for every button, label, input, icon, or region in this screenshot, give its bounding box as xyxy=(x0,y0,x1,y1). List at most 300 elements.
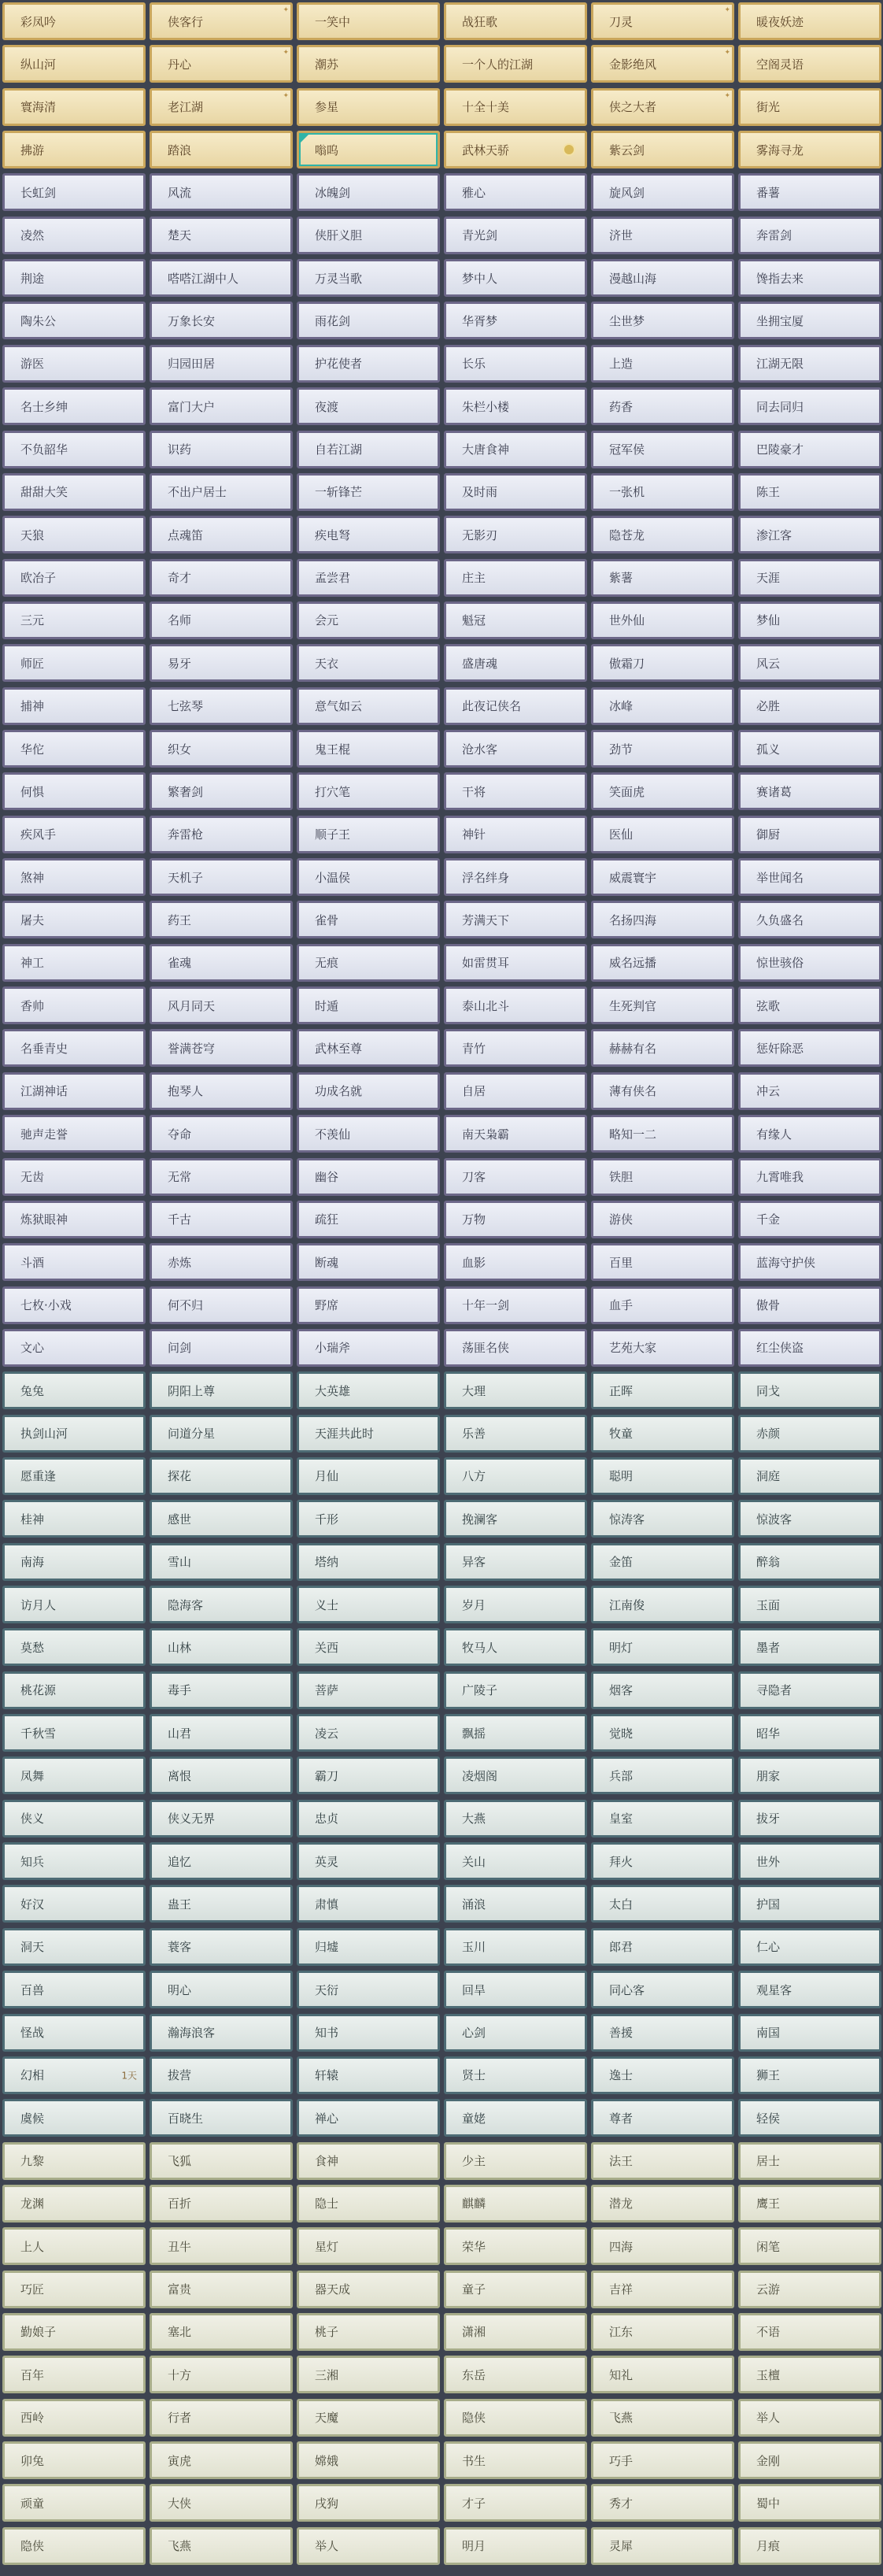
title-card[interactable] xyxy=(738,1671,881,1709)
title-card[interactable] xyxy=(591,1029,734,1067)
title-card[interactable] xyxy=(150,1029,293,1067)
title-card[interactable] xyxy=(444,1072,587,1110)
title-card[interactable] xyxy=(444,345,587,383)
title-card[interactable] xyxy=(2,88,146,126)
title-card[interactable] xyxy=(297,2142,440,2180)
title-card[interactable] xyxy=(150,901,293,938)
title-card[interactable] xyxy=(297,687,440,725)
title-card[interactable] xyxy=(444,259,587,297)
title-card[interactable] xyxy=(591,2484,734,2522)
title-card[interactable] xyxy=(591,730,734,768)
title-card[interactable] xyxy=(591,1457,734,1495)
title-card[interactable] xyxy=(2,559,146,597)
title-card[interactable] xyxy=(150,601,293,639)
title-card[interactable] xyxy=(297,2099,440,2137)
title-card[interactable] xyxy=(297,1756,440,1794)
title-card[interactable] xyxy=(444,131,587,168)
title-card[interactable] xyxy=(444,1500,587,1538)
title-card[interactable] xyxy=(444,559,587,597)
title-card[interactable] xyxy=(2,1800,146,1838)
title-card[interactable] xyxy=(444,2399,587,2437)
title-card[interactable] xyxy=(2,1158,146,1196)
title-card[interactable] xyxy=(444,1243,587,1281)
title-card[interactable] xyxy=(297,345,440,383)
title-card[interactable] xyxy=(738,901,881,938)
title-card[interactable] xyxy=(297,858,440,896)
title-card[interactable] xyxy=(444,772,587,810)
title-card[interactable] xyxy=(591,772,734,810)
title-card[interactable] xyxy=(297,772,440,810)
title-card[interactable] xyxy=(2,2313,146,2351)
title-card[interactable] xyxy=(444,2227,587,2265)
title-card[interactable] xyxy=(738,1928,881,1966)
title-card[interactable] xyxy=(444,2,587,40)
title-card[interactable] xyxy=(150,387,293,425)
title-card[interactable] xyxy=(150,1714,293,1752)
title-card[interactable] xyxy=(444,217,587,254)
title-card[interactable] xyxy=(150,217,293,254)
title-card[interactable] xyxy=(738,2441,881,2479)
title-card[interactable] xyxy=(591,986,734,1024)
title-card[interactable] xyxy=(738,2227,881,2265)
title-card[interactable] xyxy=(150,1072,293,1110)
title-card[interactable] xyxy=(591,1628,734,1666)
title-card[interactable] xyxy=(591,45,734,83)
title-card[interactable] xyxy=(738,858,881,896)
title-card[interactable] xyxy=(2,1756,146,1794)
title-card[interactable] xyxy=(738,131,881,168)
title-card[interactable] xyxy=(297,1971,440,2008)
title-card[interactable] xyxy=(738,387,881,425)
title-card[interactable] xyxy=(444,516,587,553)
title-card[interactable] xyxy=(738,345,881,383)
title-card[interactable] xyxy=(591,2185,734,2223)
title-card[interactable] xyxy=(591,1243,734,1281)
title-card[interactable] xyxy=(150,1543,293,1581)
title-card[interactable] xyxy=(297,730,440,768)
title-card[interactable] xyxy=(738,1457,881,1495)
title-card[interactable] xyxy=(2,2441,146,2479)
title-card[interactable] xyxy=(444,2313,587,2351)
title-card[interactable] xyxy=(738,2056,881,2094)
title-card[interactable] xyxy=(738,2399,881,2437)
title-card[interactable] xyxy=(591,559,734,597)
title-card[interactable] xyxy=(2,1628,146,1666)
title-card[interactable] xyxy=(2,2014,146,2052)
title-card[interactable] xyxy=(150,944,293,982)
title-card[interactable] xyxy=(2,1243,146,1281)
title-card[interactable] xyxy=(2,131,146,168)
title-card[interactable] xyxy=(738,2142,881,2180)
title-card[interactable] xyxy=(297,45,440,83)
title-card[interactable] xyxy=(591,2356,734,2393)
title-card[interactable] xyxy=(444,2056,587,2094)
title-card[interactable] xyxy=(444,2484,587,2522)
title-card[interactable] xyxy=(2,1072,146,1110)
title-card[interactable] xyxy=(738,1543,881,1581)
title-card[interactable] xyxy=(297,1800,440,1838)
title-card[interactable] xyxy=(2,1415,146,1453)
title-card[interactable] xyxy=(738,2,881,40)
title-card[interactable] xyxy=(738,302,881,339)
title-card[interactable] xyxy=(738,473,881,511)
title-card[interactable] xyxy=(738,45,881,83)
title-card[interactable] xyxy=(738,1842,881,1880)
title-card[interactable] xyxy=(297,302,440,339)
title-card[interactable] xyxy=(591,1286,734,1324)
title-card[interactable] xyxy=(591,2,734,40)
title-card[interactable] xyxy=(738,1158,881,1196)
title-card[interactable] xyxy=(297,473,440,511)
title-card[interactable] xyxy=(738,1115,881,1153)
title-card[interactable] xyxy=(444,858,587,896)
title-card[interactable] xyxy=(150,431,293,468)
title-card[interactable] xyxy=(2,1971,146,2008)
title-card[interactable] xyxy=(738,173,881,211)
title-card[interactable] xyxy=(444,730,587,768)
title-card[interactable] xyxy=(591,173,734,211)
title-card[interactable] xyxy=(2,2099,146,2137)
title-card[interactable] xyxy=(444,1628,587,1666)
title-card[interactable] xyxy=(444,1543,587,1581)
title-card[interactable] xyxy=(591,1415,734,1453)
title-card[interactable] xyxy=(150,516,293,553)
title-card[interactable] xyxy=(738,1243,881,1281)
title-card[interactable] xyxy=(150,473,293,511)
title-card[interactable] xyxy=(444,1029,587,1067)
title-card[interactable] xyxy=(444,644,587,682)
title-card[interactable] xyxy=(738,2014,881,2052)
title-card[interactable] xyxy=(2,2056,146,2094)
title-card[interactable] xyxy=(738,944,881,982)
title-card[interactable] xyxy=(297,2227,440,2265)
title-card[interactable] xyxy=(2,2399,146,2437)
title-card[interactable] xyxy=(738,259,881,297)
title-card[interactable] xyxy=(297,1842,440,1880)
title-card[interactable] xyxy=(738,2356,881,2393)
title-card[interactable] xyxy=(150,687,293,725)
title-card[interactable] xyxy=(591,1371,734,1409)
title-card[interactable] xyxy=(591,2142,734,2180)
title-card[interactable] xyxy=(2,944,146,982)
title-card[interactable] xyxy=(297,2056,440,2094)
title-card[interactable] xyxy=(591,1586,734,1623)
title-card[interactable] xyxy=(297,2271,440,2308)
title-card[interactable] xyxy=(297,2527,440,2565)
title-card[interactable] xyxy=(150,302,293,339)
title-card[interactable] xyxy=(444,45,587,83)
title-card[interactable] xyxy=(444,1457,587,1495)
title-card[interactable] xyxy=(444,302,587,339)
title-card[interactable] xyxy=(591,644,734,682)
title-card[interactable] xyxy=(2,45,146,83)
title-card[interactable] xyxy=(297,2185,440,2223)
title-card[interactable] xyxy=(150,1971,293,2008)
title-card[interactable] xyxy=(297,816,440,853)
title-card[interactable] xyxy=(738,1371,881,1409)
title-card[interactable] xyxy=(444,1201,587,1238)
title-card[interactable] xyxy=(591,1201,734,1238)
title-card[interactable] xyxy=(2,217,146,254)
title-card[interactable] xyxy=(150,2,293,40)
title-card[interactable] xyxy=(738,1885,881,1923)
title-card[interactable] xyxy=(591,1800,734,1838)
title-card[interactable] xyxy=(150,858,293,896)
title-card[interactable] xyxy=(738,601,881,639)
title-card[interactable] xyxy=(2,1329,146,1367)
title-card[interactable] xyxy=(2,1286,146,1324)
title-card[interactable] xyxy=(150,816,293,853)
title-card[interactable] xyxy=(297,1671,440,1709)
title-card[interactable] xyxy=(591,1671,734,1709)
title-card[interactable] xyxy=(150,1415,293,1453)
title-card[interactable] xyxy=(591,2527,734,2565)
title-card[interactable] xyxy=(297,259,440,297)
title-card[interactable] xyxy=(591,473,734,511)
title-card[interactable] xyxy=(738,816,881,853)
title-card[interactable] xyxy=(297,1243,440,1281)
title-card[interactable] xyxy=(2,2484,146,2522)
title-card[interactable] xyxy=(297,1543,440,1581)
title-card[interactable] xyxy=(591,387,734,425)
title-card[interactable] xyxy=(150,2484,293,2522)
title-card[interactable] xyxy=(444,2356,587,2393)
title-card[interactable] xyxy=(2,1885,146,1923)
title-card[interactable] xyxy=(150,730,293,768)
title-card[interactable] xyxy=(444,1928,587,1966)
title-card[interactable] xyxy=(591,2227,734,2265)
title-card[interactable] xyxy=(591,1115,734,1153)
title-card[interactable] xyxy=(297,1329,440,1367)
title-card[interactable] xyxy=(2,772,146,810)
title-card[interactable] xyxy=(150,1201,293,1238)
title-card[interactable] xyxy=(2,1201,146,1238)
title-card[interactable] xyxy=(297,2441,440,2479)
title-card[interactable] xyxy=(150,1800,293,1838)
title-card[interactable] xyxy=(738,217,881,254)
title-card[interactable] xyxy=(297,1371,440,1409)
title-card[interactable] xyxy=(2,259,146,297)
title-card[interactable] xyxy=(738,1586,881,1623)
title-card[interactable] xyxy=(738,1201,881,1238)
title-card[interactable] xyxy=(150,1628,293,1666)
title-card[interactable] xyxy=(150,173,293,211)
title-card[interactable] xyxy=(738,1029,881,1067)
title-card[interactable] xyxy=(738,1286,881,1324)
title-card[interactable] xyxy=(2,1928,146,1966)
title-card[interactable] xyxy=(444,387,587,425)
title-card[interactable] xyxy=(297,387,440,425)
title-card[interactable] xyxy=(738,1628,881,1666)
title-card[interactable] xyxy=(444,1415,587,1453)
title-card[interactable] xyxy=(738,2185,881,2223)
title-card[interactable] xyxy=(150,1756,293,1794)
title-card[interactable] xyxy=(591,2014,734,2052)
title-card[interactable] xyxy=(297,1072,440,1110)
title-card[interactable] xyxy=(2,1500,146,1538)
title-card[interactable] xyxy=(297,2356,440,2393)
title-card[interactable] xyxy=(150,1286,293,1324)
title-card[interactable] xyxy=(150,2185,293,2223)
title-card[interactable] xyxy=(444,687,587,725)
title-card[interactable] xyxy=(591,1543,734,1581)
title-card[interactable] xyxy=(150,345,293,383)
title-card[interactable] xyxy=(444,1115,587,1153)
title-card[interactable] xyxy=(591,1714,734,1752)
title-card[interactable] xyxy=(150,2527,293,2565)
title-card[interactable] xyxy=(297,1928,440,1966)
title-card[interactable] xyxy=(2,387,146,425)
title-card[interactable] xyxy=(297,1415,440,1453)
title-card[interactable] xyxy=(444,2185,587,2223)
title-card[interactable] xyxy=(444,431,587,468)
title-card[interactable] xyxy=(150,2056,293,2094)
title-card[interactable] xyxy=(738,986,881,1024)
title-card[interactable] xyxy=(591,302,734,339)
title-card[interactable] xyxy=(444,2142,587,2180)
title-card[interactable] xyxy=(297,516,440,553)
title-card[interactable] xyxy=(591,1500,734,1538)
title-card[interactable] xyxy=(150,45,293,83)
title-card[interactable] xyxy=(297,1885,440,1923)
title-card[interactable] xyxy=(738,2484,881,2522)
title-card[interactable] xyxy=(2,1543,146,1581)
title-card[interactable] xyxy=(2,644,146,682)
title-card[interactable] xyxy=(738,516,881,553)
title-card[interactable] xyxy=(297,1457,440,1495)
title-card[interactable] xyxy=(444,944,587,982)
title-card[interactable] xyxy=(150,1500,293,1538)
title-card[interactable] xyxy=(297,1201,440,1238)
title-card[interactable] xyxy=(150,772,293,810)
title-card[interactable] xyxy=(2,1115,146,1153)
title-card[interactable] xyxy=(2,1842,146,1880)
title-card[interactable] xyxy=(444,1586,587,1623)
title-card[interactable] xyxy=(2,2,146,40)
title-card[interactable] xyxy=(297,131,440,168)
title-card[interactable] xyxy=(150,1457,293,1495)
title-card[interactable] xyxy=(738,1800,881,1838)
title-card[interactable] xyxy=(444,901,587,938)
title-card[interactable] xyxy=(738,2271,881,2308)
title-card[interactable] xyxy=(591,1842,734,1880)
title-card[interactable] xyxy=(150,1371,293,1409)
title-card[interactable] xyxy=(297,1714,440,1752)
title-card[interactable] xyxy=(591,2056,734,2094)
title-card[interactable] xyxy=(444,473,587,511)
title-card[interactable] xyxy=(738,1756,881,1794)
title-card[interactable] xyxy=(2,473,146,511)
title-card[interactable] xyxy=(738,1329,881,1367)
title-card[interactable] xyxy=(297,431,440,468)
title-card[interactable] xyxy=(2,1586,146,1623)
title-card[interactable] xyxy=(591,1329,734,1367)
title-card[interactable] xyxy=(591,901,734,938)
title-card[interactable] xyxy=(297,1628,440,1666)
title-card[interactable] xyxy=(444,173,587,211)
title-card[interactable] xyxy=(738,644,881,682)
title-card[interactable] xyxy=(150,2099,293,2137)
title-card[interactable] xyxy=(150,2313,293,2351)
title-card[interactable] xyxy=(297,2313,440,2351)
title-card[interactable] xyxy=(738,730,881,768)
title-card[interactable] xyxy=(2,2185,146,2223)
title-card[interactable] xyxy=(2,1029,146,1067)
title-card[interactable] xyxy=(591,345,734,383)
title-card[interactable] xyxy=(444,1371,587,1409)
title-card[interactable] xyxy=(591,1072,734,1110)
title-card[interactable] xyxy=(150,1115,293,1153)
title-card[interactable] xyxy=(738,2313,881,2351)
title-card[interactable] xyxy=(297,601,440,639)
title-card[interactable] xyxy=(591,1971,734,2008)
title-card[interactable] xyxy=(591,217,734,254)
title-card[interactable] xyxy=(591,2313,734,2351)
title-card[interactable] xyxy=(297,88,440,126)
title-card[interactable] xyxy=(591,601,734,639)
title-card[interactable] xyxy=(2,601,146,639)
title-card[interactable] xyxy=(591,516,734,553)
title-card[interactable] xyxy=(297,1115,440,1153)
title-card[interactable] xyxy=(591,1928,734,1966)
title-card[interactable] xyxy=(591,687,734,725)
title-card[interactable] xyxy=(150,2271,293,2308)
title-card[interactable] xyxy=(297,901,440,938)
title-card[interactable] xyxy=(591,2271,734,2308)
title-card[interactable] xyxy=(297,1286,440,1324)
title-card[interactable] xyxy=(297,944,440,982)
title-card[interactable] xyxy=(150,986,293,1024)
title-card[interactable] xyxy=(2,687,146,725)
title-card[interactable] xyxy=(444,1329,587,1367)
title-card[interactable] xyxy=(297,559,440,597)
title-card[interactable] xyxy=(150,259,293,297)
title-card[interactable] xyxy=(150,2399,293,2437)
title-card[interactable] xyxy=(444,1885,587,1923)
title-card[interactable] xyxy=(444,1158,587,1196)
title-card[interactable] xyxy=(150,2356,293,2393)
title-card[interactable] xyxy=(738,1415,881,1453)
title-card[interactable] xyxy=(2,858,146,896)
title-card[interactable] xyxy=(444,2527,587,2565)
title-card[interactable] xyxy=(297,1158,440,1196)
title-card[interactable] xyxy=(150,2227,293,2265)
title-card[interactable] xyxy=(2,516,146,553)
title-card[interactable] xyxy=(591,816,734,853)
title-card[interactable] xyxy=(738,1714,881,1752)
title-card[interactable] xyxy=(444,2441,587,2479)
title-card[interactable] xyxy=(297,1586,440,1623)
title-card[interactable] xyxy=(150,1671,293,1709)
title-card[interactable] xyxy=(591,259,734,297)
title-card[interactable] xyxy=(444,1800,587,1838)
title-card[interactable] xyxy=(297,173,440,211)
title-card[interactable] xyxy=(591,1885,734,1923)
title-card[interactable] xyxy=(2,1457,146,1495)
title-card[interactable] xyxy=(2,1714,146,1752)
title-card[interactable] xyxy=(2,986,146,1024)
title-card[interactable] xyxy=(444,1286,587,1324)
title-card[interactable] xyxy=(591,2399,734,2437)
title-card[interactable] xyxy=(2,901,146,938)
title-card[interactable] xyxy=(738,431,881,468)
title-card[interactable] xyxy=(444,2014,587,2052)
title-card[interactable] xyxy=(150,1158,293,1196)
title-card[interactable] xyxy=(738,559,881,597)
title-card[interactable] xyxy=(591,944,734,982)
title-card[interactable] xyxy=(150,1586,293,1623)
title-card[interactable] xyxy=(738,1971,881,2008)
